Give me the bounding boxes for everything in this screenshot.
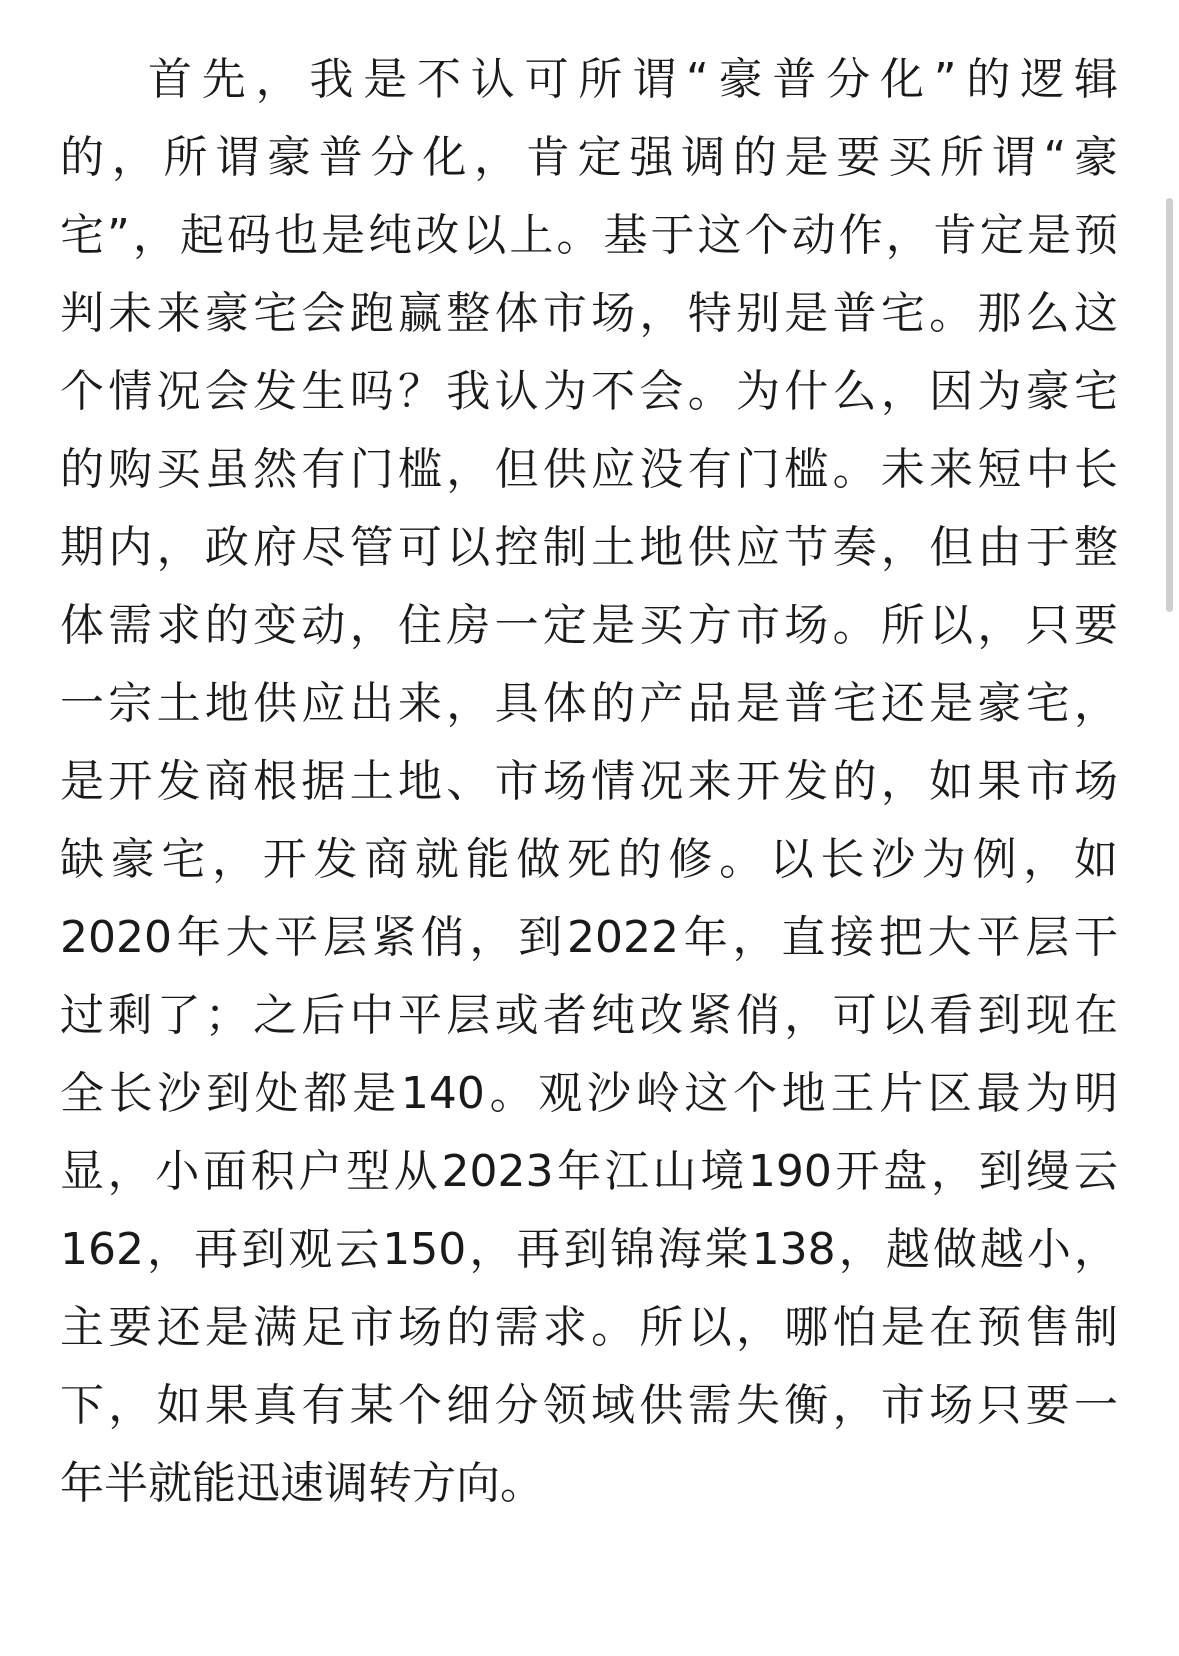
text-line: 判未来豪宅会跑赢整体市场，特别是普宅。那么这 <box>60 288 1118 339</box>
vertical-scrollbar[interactable] <box>1166 198 1173 612</box>
text-line: 主要还是满足市场的需求。所以，哪怕是在预售制 <box>60 1302 1118 1353</box>
text-line: 162，再到观云150，再到锦海棠138，越做越小， <box>60 1224 1118 1275</box>
text-line: 年半就能迅速调转方向。 <box>60 1458 544 1509</box>
text-line: 个情况会发生吗？我认为不会。为什么，因为豪宅 <box>60 366 1118 417</box>
text-line: 显，小面积户型从2023年江山境190开盘，到缦云 <box>60 1146 1118 1197</box>
text-line: 宅”，起码也是纯改以上。基于这个动作，肯定是预 <box>60 210 1118 261</box>
text-line: 下，如果真有某个细分领域供需失衡，市场只要一 <box>60 1380 1118 1431</box>
text-line: 体需求的变动，住房一定是买方市场。所以，只要 <box>60 600 1118 651</box>
text-line: 一宗土地供应出来，具体的产品是普宅还是豪宅， <box>60 678 1118 729</box>
text-line: 2020年大平层紧俏，到2022年，直接把大平层干 <box>60 912 1118 963</box>
text-line: 是开发商根据土地、市场情况来开发的，如果市场 <box>60 756 1118 807</box>
text-line: 全长沙到处都是140。观沙岭这个地王片区最为明 <box>60 1068 1118 1119</box>
text-line: 期内，政府尽管可以控制土地供应节奏，但由于整 <box>60 522 1118 573</box>
text-line: 的购买虽然有门槛，但供应没有门槛。未来短中长 <box>60 444 1118 495</box>
text-line: 缺豪宅，开发商就能做死的修。以长沙为例，如 <box>60 834 1118 885</box>
text-line: 的，所谓豪普分化，肯定强调的是要买所谓“豪 <box>60 132 1118 183</box>
text-line: 过剩了；之后中平层或者纯改紧俏，可以看到现在 <box>60 990 1118 1041</box>
text-line: 首先，我是不认可所谓“豪普分化”的逻辑 <box>148 54 1118 105</box>
